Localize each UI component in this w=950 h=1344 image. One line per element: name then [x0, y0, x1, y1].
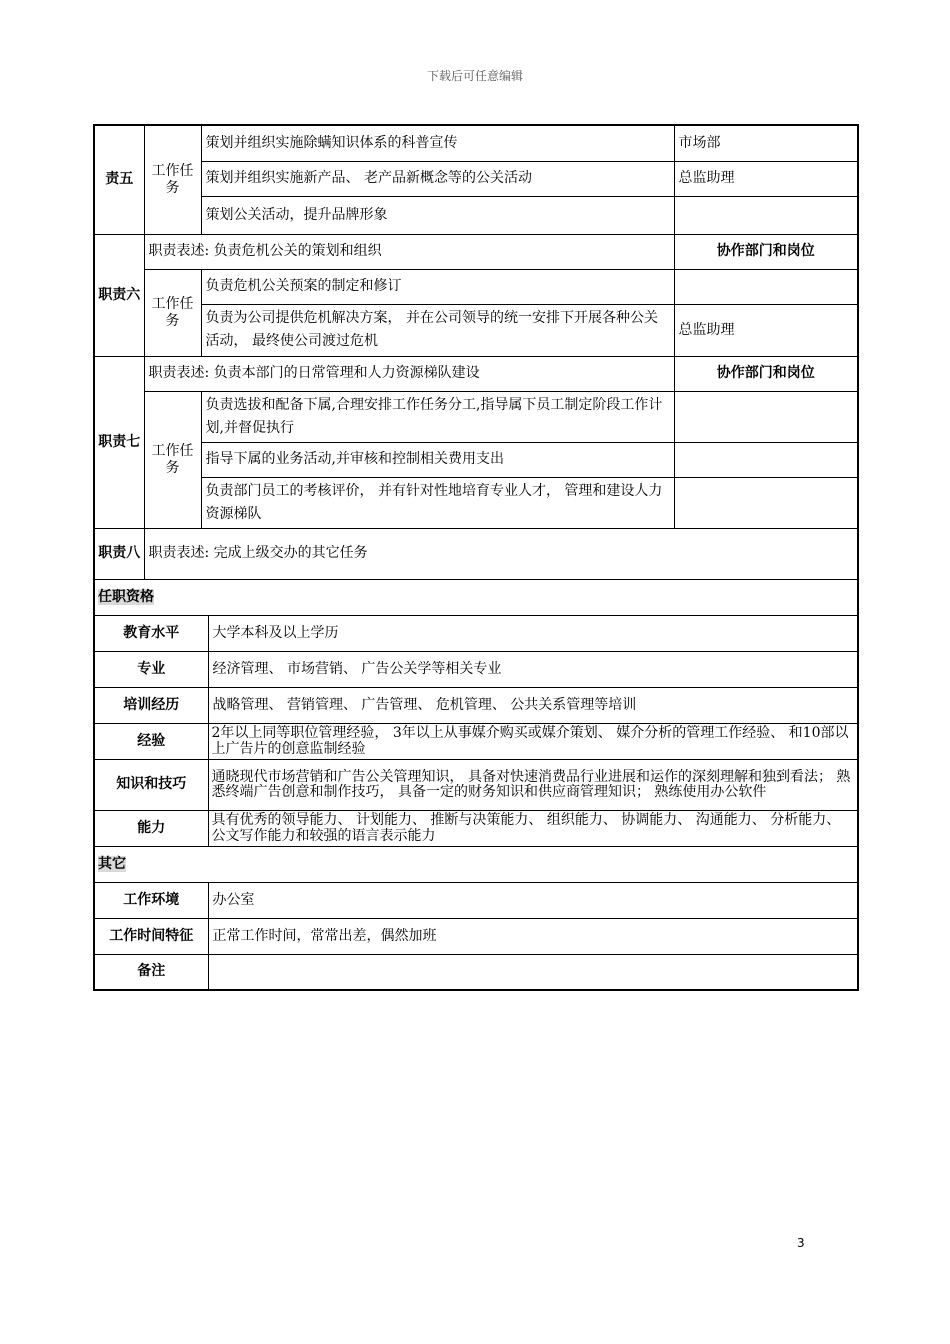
duty6-dept: 总监助理: [674, 304, 858, 356]
duty5-dept: [674, 196, 858, 234]
cooperation-header: 协作部门和岗位: [674, 356, 858, 391]
other-title: 其它: [98, 855, 126, 872]
job-description-table: [93, 124, 859, 991]
duty5-task: 策划公关活动，提升品牌形象: [201, 196, 674, 234]
qualification-value: 2年以上同等职位管理经验， 3年以上从事媒介购买或媒介策划、 媒介分析的管理工作经验、 和10部以上广告片的创意监制经验: [208, 723, 858, 759]
qualification-row: [94, 651, 858, 687]
duty6-task: 负责为公司提供危机解决方案， 并在公司领导的统一安排下开展各种公关活动， 最终使公司渡过危机: [201, 304, 674, 356]
qualification-label: 经验: [94, 723, 208, 759]
duty6-dept: [674, 269, 858, 304]
qualification-label: 教育水平: [94, 615, 208, 651]
qualification-value: 大学本科及以上学历: [208, 615, 858, 651]
duty6-task-row: [94, 269, 858, 304]
other-value: [208, 954, 858, 990]
qualification-row: [94, 810, 858, 846]
duty5-task-row: [94, 196, 858, 234]
other-value: 办公室: [208, 882, 858, 918]
duty7-task-row: [94, 477, 858, 528]
qualifications-title: 任职资格: [98, 588, 154, 605]
other-section-row: [94, 846, 858, 882]
qualification-row: [94, 723, 858, 759]
duty7-task-row: [94, 442, 858, 477]
qualification-value: 通晓现代市场营销和广告公关管理知识， 具备对快速消费品行业进展和运作的深刻理解和独到看法； 熟悉终端广告创意和制作技巧， 具备一定的财务知识和供应商管理知识； 熟练使用办公软件: [208, 759, 858, 810]
duty7-statement: 职责表述: 负责本部门的日常管理和人力资源梯队建设: [144, 356, 674, 391]
other-label: 工作环境: [94, 882, 208, 918]
qualifications-section-row: [94, 579, 858, 615]
duty6-task-row: [94, 304, 858, 356]
qualification-value: 战略管理、 营销管理、 广告管理、 危机管理、 公共关系管理等培训: [208, 687, 858, 723]
duty7-dept: [674, 442, 858, 477]
duty5-task-row: [94, 125, 858, 161]
duty7-task: 负责选拔和配备下属,合理安排工作任务分工,指导属下员工制定阶段工作计划,并督促执行: [201, 391, 674, 442]
duty6-statement: 职责表述: 负责危机公关的策划和组织: [144, 234, 674, 269]
qualification-row: [94, 615, 858, 651]
duty5-task-row: [94, 161, 858, 196]
duty5-dept: 市场部: [674, 125, 858, 161]
duty8-row: [94, 528, 858, 579]
duty6-task: 负责危机公关预案的制定和修订: [201, 269, 674, 304]
qualification-row: [94, 759, 858, 810]
cooperation-header: 协作部门和岗位: [674, 234, 858, 269]
duty5-task: 策划并组织实施除螨知识体系的科普宣传: [201, 125, 674, 161]
qualification-value: 经济管理、 市场营销、 广告公关学等相关专业: [208, 651, 858, 687]
other-label: 工作时间特征: [94, 918, 208, 954]
duty7-dept: [674, 477, 858, 528]
other-row: [94, 954, 858, 990]
page-number: 3: [797, 1236, 805, 1250]
duty7-dept: [674, 391, 858, 442]
qualification-row: [94, 687, 858, 723]
other-value: 正常工作时间，常常出差，偶然加班: [208, 918, 858, 954]
page-header: 下载后可任意编辑: [426, 69, 523, 83]
qualification-label: 知识和技巧: [94, 759, 208, 810]
qualification-value: 具有优秀的领导能力、 计划能力、 推断与决策能力、 组织能力、 协调能力、 沟通能力、 分析能力、 公文写作能力和较强的语言表示能力: [208, 810, 858, 846]
duty5-task: 策划并组织实施新产品、 老产品新概念等的公关活动: [201, 161, 674, 196]
other-label: 备注: [94, 954, 208, 990]
duty7-task-row: [94, 391, 858, 442]
duty5-dept: 总监助理: [674, 161, 858, 196]
duty7-statement-row: [94, 356, 858, 391]
duty7-label: 职责七: [94, 356, 144, 528]
duty8-label: 职责八: [94, 528, 144, 579]
qualification-label: 专业: [94, 651, 208, 687]
duty5-label: 责五: [94, 125, 144, 234]
qualification-label: 培训经历: [94, 687, 208, 723]
duty6-task-label: 工作任务: [144, 269, 201, 356]
duty8-statement: 职责表述: 完成上级交办的其它任务: [144, 528, 858, 579]
duty7-task: 指导下属的业务活动,并审核和控制相关费用支出: [201, 442, 674, 477]
duty6-label: 职责六: [94, 234, 144, 356]
duty5-task-label: 工作任务: [144, 125, 201, 234]
other-row: [94, 918, 858, 954]
other-row: [94, 882, 858, 918]
duty6-statement-row: [94, 234, 858, 269]
duty7-task-label: 工作任务: [144, 391, 201, 528]
duty7-task: 负责部门员工的考核评价， 并有针对性地培育专业人才， 管理和建设人力资源梯队: [201, 477, 674, 528]
qualification-label: 能力: [94, 810, 208, 846]
